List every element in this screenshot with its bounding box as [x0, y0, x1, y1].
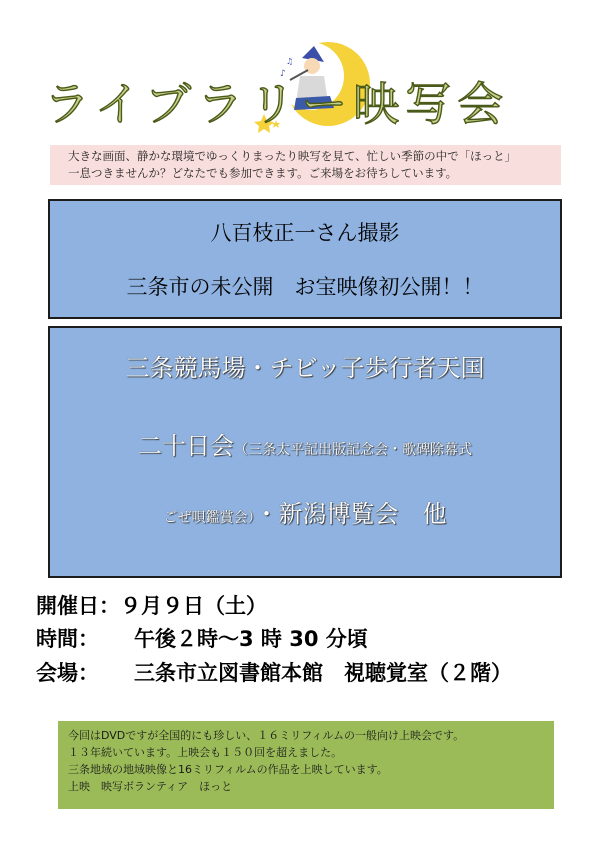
program-main-2: 二十日会 [138, 432, 234, 460]
program-line-2 [50, 426, 560, 461]
intro-line-1: 大きな画面、静かな環境でゆっくりまったり映写を見て、忙しい季節の中で「ほっと」 [68, 149, 517, 163]
date-row [36, 590, 267, 620]
program-small-2: （三条太平記出版記念会・歌碑除幕式 [234, 442, 472, 458]
notes-line-1: 今回はDVDですが全国的にも珍しい、１６ミリフィルムの一般向け上映会です。 [68, 729, 465, 742]
notes-line-4: 上映 映写ボランティア ほっと [68, 780, 233, 793]
venue-row [36, 657, 512, 687]
svg-text:♫: ♫ [286, 57, 294, 66]
venue-value: 三条市立図書館本館 視聴覚室（２階） [134, 661, 512, 685]
notes-box [58, 721, 554, 809]
photographer-line: 八百枝正一さん撮影 [210, 221, 400, 245]
program-main-3: ・新潟博覧会 他 [254, 500, 447, 528]
notes-line-3: 三条地域の地域映像と16ミリフィルムの作品を上映しています。 [68, 763, 388, 776]
notes-line-2: １３年続いています。上映会も１５０回を超えました。 [68, 746, 343, 759]
date-value: ９月９日（土） [120, 594, 267, 618]
svg-text:♪: ♪ [280, 69, 286, 79]
program-line-1: 三条競馬場・チビッ子歩行者天国 [125, 354, 485, 382]
time-value: 午後２時～3 時 30 分頃 [134, 627, 368, 651]
intro-line-2: 一息つきませんか？どなたでも参加できます。ご来場をお待ちしています。 [68, 166, 458, 180]
intro-text [50, 145, 561, 185]
program-box [48, 326, 562, 578]
header [0, 0, 600, 150]
premiere-line: 三条市の未公開 お宝映像初公開！！ [126, 275, 484, 299]
program-line-3 [50, 494, 560, 529]
page-title: ライブラリー映写会 [44, 77, 510, 131]
date-label: 開催日： [36, 594, 120, 618]
venue-label: 会場： [36, 661, 99, 685]
program-small-3: ごぜ唄鑑賞会） [163, 510, 255, 526]
time-label: 時間： [36, 627, 99, 651]
highlight-box [48, 199, 562, 319]
time-row [36, 623, 368, 653]
